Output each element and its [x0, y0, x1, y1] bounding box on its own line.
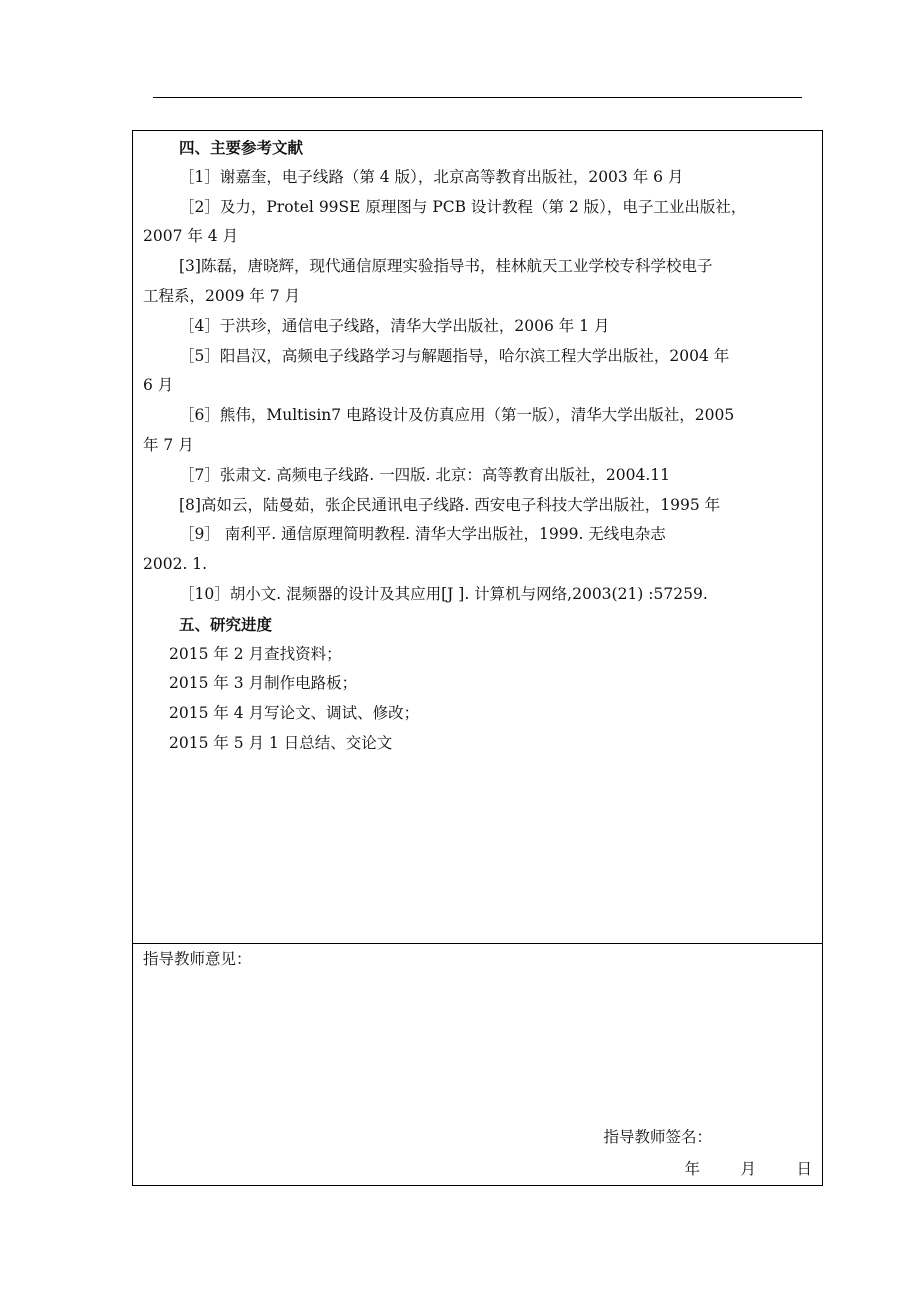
reference-item: ［7］张肃文. 高频电子线路. 一四版. 北京：高等教育出版社，2004.11	[179, 465, 671, 484]
progress-item: 2015 年 5 月 1 日总结、交论文	[169, 733, 393, 752]
reference-item: ［6］熊伟，Multisin7 电路设计及仿真应用（第一版），清华大学出版社，2005	[179, 406, 735, 425]
reference-item: [8]高如云，陆曼茹，张企民通讯电子线路. 西安电子科技大学出版社，1995 年	[179, 495, 721, 514]
advisor-opinion-label: 指导教师意见：	[143, 950, 252, 968]
reference-item: ［2］及力，Protel 99SE 原理图与 PCB 设计教程（第 2 版），电子工业出版社，	[179, 197, 747, 216]
reference-item: ［1］谢嘉奎，电子线路（第 4 版），北京高等教育出版社，2003 年 6 月	[179, 167, 684, 186]
date-day-label: 日	[796, 1160, 812, 1178]
progress-item: 2015 年 4 月写论文、调试、修改；	[169, 704, 420, 723]
reference-item: ［9］ 南利平. 通信原理简明教程. 清华大学出版社，1999. 无线电杂志	[179, 525, 666, 544]
advisor-opinion-cell	[133, 944, 822, 1185]
reference-item-continuation: 年 7 月	[143, 435, 194, 454]
proposal-form-table	[132, 130, 823, 1186]
header-rule	[153, 97, 802, 98]
progress-item: 2015 年 3 月制作电路板；	[169, 674, 358, 693]
progress-heading: 五、研究进度	[179, 614, 273, 634]
reference-item: [3]陈磊，唐晓辉，现代通信原理实验指导书，桂林航天工业学校专科学校电子	[179, 257, 713, 276]
reference-item: ［4］于洪珍，通信电子线路，清华大学出版社，2006 年 1 月	[179, 316, 610, 335]
progress-item: 2015 年 2 月查找资料；	[169, 644, 342, 663]
date-month-label: 月	[740, 1160, 756, 1178]
reference-item-continuation: 2007 年 4 月	[143, 227, 239, 246]
references-progress-cell	[133, 131, 822, 944]
references-progress-content	[143, 133, 815, 759]
reference-item: ［10］胡小文. 混频器的设计及其应用[J ]. 计算机与网络,2003(21) :57259.	[179, 584, 708, 603]
date-year-label: 年	[684, 1160, 700, 1178]
advisor-signature-label: 指导教师签名：	[603, 1128, 712, 1146]
references-heading: 四、主要参考文献	[179, 138, 304, 157]
reference-item-continuation: 工程系，2009 年 7 月	[143, 286, 301, 305]
reference-item-continuation: 6 月	[143, 376, 174, 395]
reference-item-continuation: 2002. 1.	[143, 555, 208, 574]
reference-item: ［5］阳昌汉，高频电子线路学习与解题指导，哈尔滨工程大学出版社，2004 年	[179, 346, 730, 365]
signature-date	[644, 1156, 812, 1182]
